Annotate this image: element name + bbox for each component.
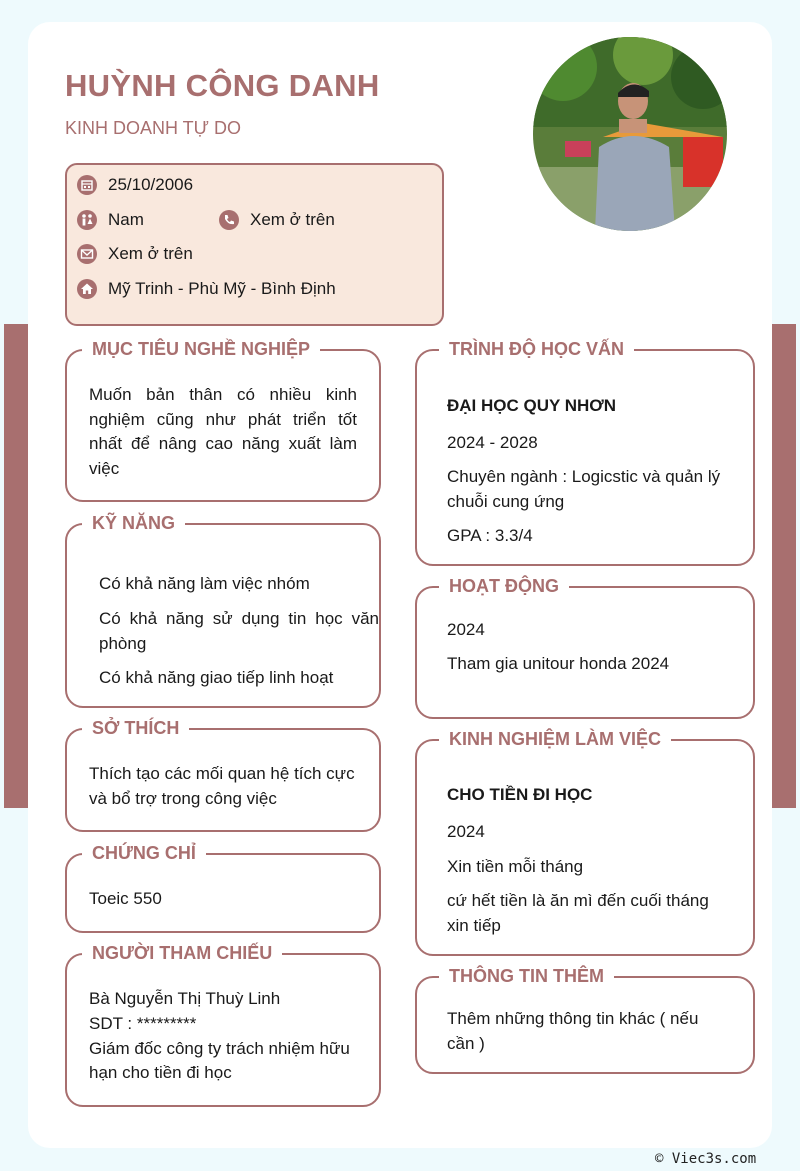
experience-title: KINH NGHIỆM LÀM VIỆC <box>439 727 671 751</box>
experience-company: CHO TIỀN ĐI HỌC <box>447 785 593 804</box>
envelope-icon <box>77 244 97 264</box>
address-text: Mỹ Trinh - Phù Mỹ - Bình Định <box>108 279 336 298</box>
reference-phone: SDT : ********* <box>89 1014 197 1033</box>
activity-year: 2024 <box>447 620 485 639</box>
experience-line-2: cứ hết tiền là ăn mì đến cuối tháng <box>447 891 709 910</box>
objective-line-4: việc <box>89 458 120 478</box>
reference-role-line-1: Giám đốc công ty trách nhiệm hữu <box>89 1038 350 1058</box>
profile-photo <box>533 37 727 231</box>
watermark-footer: © Viec3s.com <box>655 1151 757 1167</box>
additional-info-title: THÔNG TIN THÊM <box>439 964 614 988</box>
education-gpa: GPA : 3.3/4 <box>447 526 533 545</box>
home-icon <box>77 279 97 299</box>
skill-item-2-line-1: Có khả năng sử dụng tin học văn <box>99 609 379 628</box>
certificates-title: CHỨNG CHỈ <box>82 841 206 865</box>
candidate-name: HUỲNH CÔNG DANH <box>65 68 380 103</box>
education-title: TRÌNH ĐỘ HỌC VẤN <box>439 337 634 361</box>
hobbies-line-2: và bổ trợ trong công việc <box>89 788 277 808</box>
birthday-row <box>77 175 193 195</box>
gender-text: Nam <box>108 210 144 229</box>
reference-name: Bà Nguyễn Thị Thuỳ Linh <box>89 989 281 1008</box>
skill-item-1: Có khả năng làm việc nhóm <box>99 574 310 593</box>
additional-info-line-2: cần ) <box>447 1033 485 1053</box>
gender-row <box>77 210 144 230</box>
experience-line-3: xin tiếp <box>447 915 501 935</box>
email-row <box>77 244 193 264</box>
hobbies-line-1: Thích tạo các mối quan hệ tích cực <box>89 764 355 783</box>
education-major-line-1: Chuyên ngành : Logicstic và quản lý <box>447 467 721 486</box>
additional-info-line-1: Thêm những thông tin khác ( nếu <box>447 1009 699 1028</box>
right-accent-band <box>772 324 796 808</box>
profile-photo-image <box>533 37 727 231</box>
hobbies-title: SỞ THÍCH <box>82 716 189 740</box>
experience-line-1: Xin tiền mỗi tháng <box>447 857 584 876</box>
objective-line-1: Muốn bản thân có nhiều kinh <box>89 385 357 404</box>
education-major-line-2: chuỗi cung ứng <box>447 491 565 511</box>
phone-icon <box>219 210 239 230</box>
calendar-icon <box>77 175 97 195</box>
objective-line-2: nghiệm cũng như phát triển tốt <box>89 409 357 429</box>
skill-item-2-line-2: phòng <box>99 633 147 653</box>
activity-desc: Tham gia unitour honda 2024 <box>447 654 670 673</box>
activities-title: HOẠT ĐỘNG <box>439 574 569 598</box>
phone-row <box>219 210 335 230</box>
skills-title: KỸ NĂNG <box>82 511 185 535</box>
certificate-item: Toeic 550 <box>89 889 162 908</box>
education-years: 2024 - 2028 <box>447 433 538 452</box>
objective-line-3: nhất để nâng cao năng xuất làm <box>89 434 357 453</box>
references-title: NGƯỜI THAM CHIẾU <box>82 941 282 965</box>
job-title: KINH DOANH TỰ DO <box>65 118 242 138</box>
birthday-text: 25/10/2006 <box>108 175 194 194</box>
education-school: ĐẠI HỌC QUY NHƠN <box>447 396 617 415</box>
skill-item-3: Có khả năng giao tiếp linh hoạt <box>99 668 334 687</box>
reference-role-line-2: hạn cho tiền đi học <box>89 1063 232 1082</box>
address-row <box>77 279 336 299</box>
gender-icon <box>77 210 97 230</box>
experience-year: 2024 <box>447 822 485 841</box>
objective-title: MỤC TIÊU NGHỀ NGHIỆP <box>82 337 320 361</box>
phone-text: Xem ở trên <box>250 210 335 229</box>
email-text: Xem ở trên <box>108 244 193 263</box>
